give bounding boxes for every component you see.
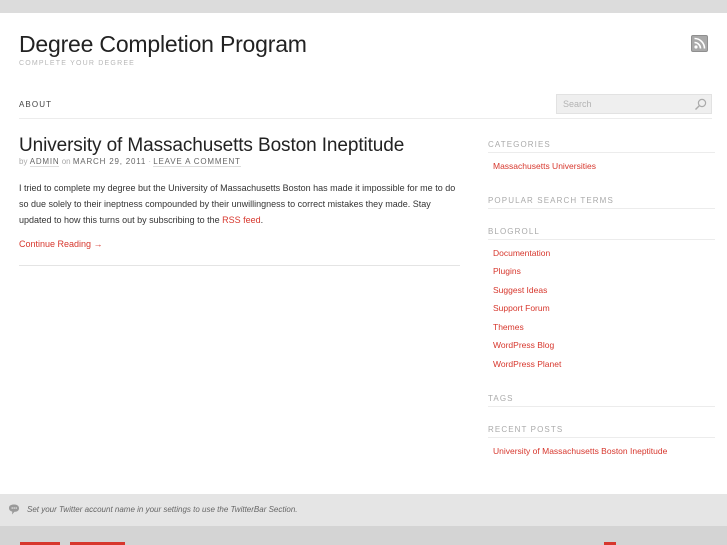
blogroll-link[interactable]: Plugins: [493, 266, 521, 276]
post-meta: [19, 157, 241, 166]
recent-posts-title: RECENT POSTS: [488, 425, 564, 434]
category-link[interactable]: Massachusetts Universities: [493, 161, 596, 171]
search-box[interactable]: [556, 94, 712, 114]
site-title[interactable]: Degree Completion Program: [19, 31, 307, 57]
twitter-bar: [0, 494, 727, 526]
meta-separator: ·: [148, 157, 152, 166]
popular-search-divider: [488, 208, 715, 209]
nav-item-about[interactable]: ABOUT: [19, 100, 53, 109]
tags-divider: [488, 406, 715, 407]
site-tagline: COMPLETE YOUR DEGREE: [19, 60, 136, 67]
post-body-text: I tried to complete my degree but the University of Massachusetts Boston has made it impossible for me to do so due solely to their ineptness compounded by their unwillingness to correct mistakes they made. Stay updated to how this turns out by subscribing to the: [19, 183, 456, 225]
twitter-bar-text: Set your Twitter account name in your settings to use the TwitterBar Section.: [27, 505, 298, 514]
rss-feed-link[interactable]: RSS feed: [222, 215, 261, 225]
blogroll-link[interactable]: Themes: [493, 322, 524, 332]
footer: [0, 526, 727, 545]
tags-title: TAGS: [488, 394, 514, 403]
post-title[interactable]: University of Massachusetts Boston Ineptitude: [19, 135, 405, 156]
post-body-end: .: [260, 215, 264, 225]
recent-post-link[interactable]: University of Massachusetts Boston Ineptitude: [493, 446, 668, 456]
popular-search-title: POPULAR SEARCH TERMS: [488, 196, 614, 205]
search-icon[interactable]: [694, 98, 707, 111]
top-bar: [0, 0, 727, 13]
continue-reading-link[interactable]: Continue Reading →: [19, 239, 103, 249]
blogroll-title: BLOGROLL: [488, 227, 540, 236]
author-link[interactable]: ADMIN: [29, 157, 60, 166]
meta-by: by: [19, 157, 28, 166]
twitter-bird-icon: [8, 504, 20, 515]
post-body: [19, 180, 461, 228]
blogroll-divider: [488, 239, 715, 240]
blogroll-link[interactable]: WordPress Blog: [493, 340, 555, 350]
rss-icon[interactable]: [691, 35, 708, 52]
search-input[interactable]: [563, 97, 683, 111]
nav-divider: [19, 118, 712, 119]
post-date: MARCH 29, 2011: [72, 157, 147, 166]
blogroll-link[interactable]: Support Forum: [493, 303, 550, 313]
leave-comment-link[interactable]: LEAVE A COMMENT: [153, 157, 241, 166]
blogroll-link[interactable]: WordPress Planet: [493, 359, 562, 369]
recent-posts-divider: [488, 437, 715, 438]
blogroll-link[interactable]: Documentation: [493, 248, 551, 258]
categories-title: CATEGORIES: [488, 140, 551, 149]
categories-divider: [488, 152, 715, 153]
post-divider: [19, 265, 460, 266]
blogroll-link[interactable]: Suggest Ideas: [493, 285, 548, 295]
meta-on: on: [61, 157, 71, 166]
